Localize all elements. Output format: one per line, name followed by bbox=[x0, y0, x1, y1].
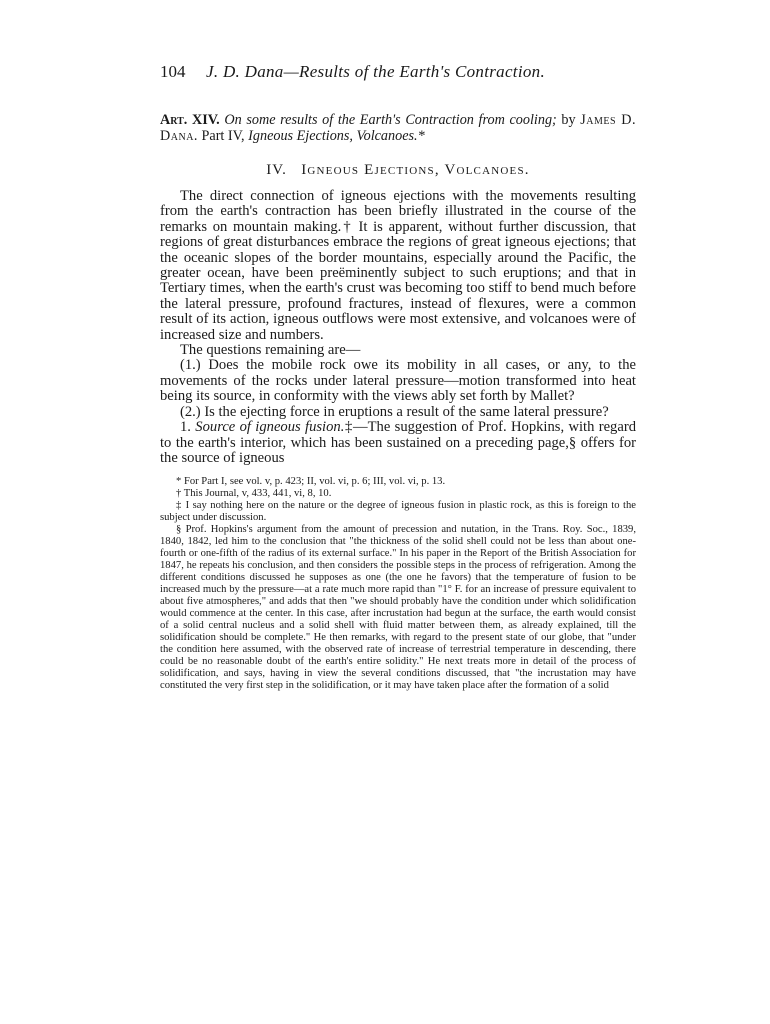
section-numeral: IV. bbox=[266, 162, 287, 178]
paragraph-5-rest: ‡—The suggestion of Prof. Hopkins, with regard to the earth's interior, which has been sustained on a preceding page,§ offers for the source of igneous bbox=[160, 419, 636, 466]
article-author: James D. Dana. bbox=[160, 112, 637, 144]
paragraph-5-lead: 1. bbox=[180, 419, 191, 436]
footnote-1: * For Part I, see vol. v, p. 423; II, vol. vi, p. 6; III, vol. vi, p. 13. bbox=[176, 476, 446, 488]
article-part-title: Igneous Ejections, Volcanoes.* bbox=[248, 128, 425, 144]
paragraph-2: The questions remaining are— bbox=[180, 342, 361, 359]
paragraph-1: The direct connection of igneous ejections with the movements resulting from the earth's contraction has been briefly illustrated in the course of the remarks on mountain making.† It is apparent, without further discussion, that regions of great disturbances embrace the regions of great igneous ejections; that the oceanic slopes of the border mountains, especially around the Pacific, the greater ocean, have been preëminently subject to such eruptions; and that in Tertiary times, when the earth's crust was becoming too stiff to bend much before the lateral pressure, profound fractures, instead of flexures, were a common result of its action, igneous outflows were most extensive, and volcanoes were of increased size and numbers. bbox=[160, 188, 636, 343]
footnote-2: † This Journal, v, 433, 441, vi, 8, 10. bbox=[176, 488, 332, 500]
paragraph-4: (2.) Is the ejecting force in eruptions a result of the same lateral pressure? bbox=[180, 403, 609, 420]
footnote-3: ‡ I say nothing here on the nature or the degree of igneous fusion in plastic rock, as this is foreign to the subject under discussion. bbox=[160, 500, 636, 524]
footnote-4: § Prof. Hopkins's argument from the amount of precession and nutation, in the Trans. Roy. Soc., 1839, 1840, 1842, led him to the conclusion that "the thickness of the solid shell could not be less than about one-fourth or one-fifth of the radius of its external surface." In his paper in the Report of the British Association for 1847, he repeats his conclusion, and then considers the possible steps in the process of refrigeration. Among the different conditions discussed he supposes as one (the one he favors) that the temperature of fusion to be increased much by the pressure—at a rate much more rapid than "1° F. for an increase of pressure equivalent to about five atmospheres," and adds that then "we should probably have the condition under which solidification would commence at the center. In this case, after incrustation had begun at the surface, the earth would consist of a solid central nucleus and a solid shell with fluid matter between them, as already explained, till the solidification should be complete." He then remarks, with regard to the present state of our globe, that "under the condition here assumed, with the observed rate of increase of terrestrial temperature in descending, there could be no reasonable doubt of the earth's entire solidity." He next treats more in detail of the process of solidification, and says, having in view the several conditions discussed, that "the incrustation may have constituted the very first step in the solidification, or it may have taken place after the formation of a solid bbox=[160, 524, 636, 692]
footnotes bbox=[160, 476, 636, 692]
article-title bbox=[160, 112, 636, 144]
running-header bbox=[160, 62, 636, 88]
article-label: Art. XIV. bbox=[160, 112, 220, 128]
running-title: J. D. Dana—Results of the Earth's Contraction. bbox=[206, 62, 546, 81]
article-title-text: On some results of the Earth's Contraction from cooling; bbox=[224, 112, 557, 128]
paragraph-3: (1.) Does the mobile rock owe its mobility in all cases, or any, to the movements of the rocks under lateral pressure—motion transformed into heat being its source, in conformity with the views ably set forth by Mallet? bbox=[160, 357, 636, 405]
article-part: Part IV, bbox=[201, 128, 245, 144]
section-heading bbox=[160, 162, 636, 179]
body-text bbox=[160, 189, 636, 466]
section-title: Igneous Ejections, Volcanoes. bbox=[301, 162, 530, 178]
page bbox=[160, 62, 636, 692]
paragraph-5 bbox=[160, 420, 636, 466]
paragraph-5-italic: Source of igneous fusion. bbox=[195, 419, 345, 436]
page-number: 104 bbox=[160, 62, 186, 81]
article-by: by bbox=[561, 112, 576, 128]
